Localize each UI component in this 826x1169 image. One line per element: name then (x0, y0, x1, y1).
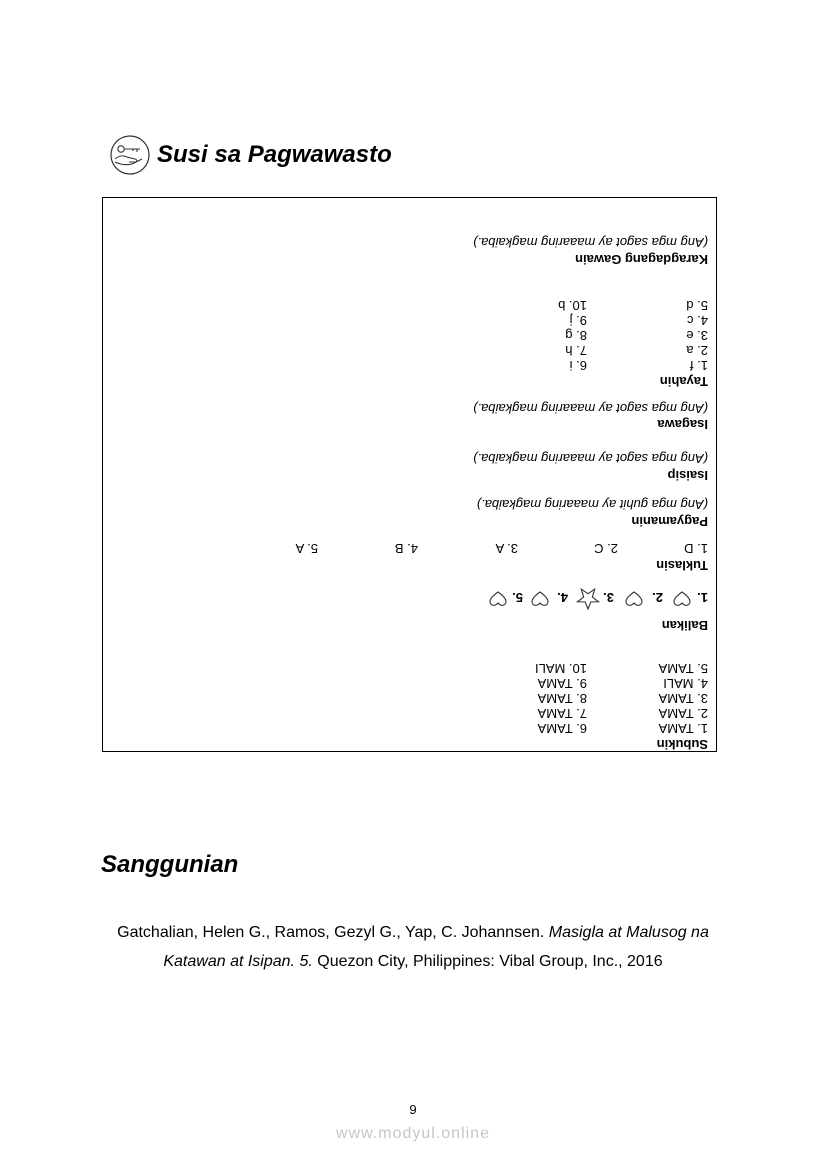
citation-publisher: Quezon City, Philippines: Vibal Group, Inc., 2016 (312, 953, 663, 970)
balikan-heading: Balikan (661, 618, 708, 633)
pagyamanin-heading: Pagyamanin (631, 514, 708, 529)
karagdagang-gawain-heading: Karagdagang Gawain (575, 252, 708, 267)
subukin-item: 10. MALI (534, 661, 587, 676)
tuklasin-item: 2. C (594, 541, 618, 556)
pagyamanin-note: (Ang mga guhit ay maaaring magkaiba.) (476, 497, 708, 512)
tayahin-item: 4. c (687, 313, 708, 328)
tayahin-item: 10. b (558, 298, 587, 313)
isagawa-heading: Isagawa (657, 417, 708, 432)
balikan-num: 5. (512, 590, 523, 605)
heart-icon (672, 589, 692, 609)
subukin-item: 7. TAMA (537, 706, 587, 721)
balikan-num: 1. (697, 590, 708, 605)
tayahin-item: 2. a (686, 343, 708, 358)
subukin-item: 8. TAMA (537, 691, 587, 706)
balikan-num: 2. (652, 590, 663, 605)
watermark: www.modyul.online (336, 1125, 490, 1142)
subukin-item: 9. TAMA (537, 676, 587, 691)
subukin-item: 1. TAMA (658, 721, 708, 736)
tayahin-item: 5. d (686, 298, 708, 313)
isaisip-heading: Isaisip (667, 468, 708, 483)
answer-key-box (102, 197, 717, 752)
heart-icon (488, 589, 508, 609)
subukin-item: 2. TAMA (658, 706, 708, 721)
tayahin-heading: Tayahin (659, 374, 708, 389)
isaisip-note: (Ang mga sagot ay maaaring magkaiba.) (473, 451, 708, 466)
tayahin-item: 7. h (565, 343, 587, 358)
tuklasin-item: 1. D (684, 541, 708, 556)
references-title: Sanggunian (101, 851, 239, 878)
citation-book-title: Masigla at Malusog na Katawan at Isipan. 5. (163, 924, 709, 970)
tuklasin-item: 3. A (495, 541, 518, 556)
tuklasin-heading: Tuklasin (656, 558, 708, 573)
balikan-num: 3. (603, 590, 614, 605)
heart-icon (530, 589, 550, 609)
subukin-item: 3. TAMA (658, 691, 708, 706)
karagdagang-gawain-note: (Ang mga sagot ay maaaring magkaiba.) (473, 235, 708, 250)
tayahin-item: 1. f (689, 358, 708, 373)
balikan-num: 4. (557, 590, 568, 605)
subukin-heading: Subukin (656, 737, 708, 752)
tayahin-item: 9. j (569, 313, 587, 328)
heart-icon (624, 589, 644, 609)
reference-citation (90, 918, 736, 976)
citation-authors: Gatchalian, Helen G., Ramos, Gezyl G., Yap, C. Johannsen. (117, 924, 549, 941)
subukin-item: 6. TAMA (537, 721, 587, 736)
subukin-item: 5. TAMA (658, 661, 708, 676)
hand-with-key-icon (109, 135, 151, 175)
tayahin-item: 6. i (569, 358, 587, 373)
isagawa-note: (Ang mga sagot ay maaaring magkaiba.) (473, 401, 708, 416)
tuklasin-item: 5. A (295, 541, 318, 556)
star-icon (576, 588, 600, 610)
subukin-item: 4. MALI (663, 676, 708, 691)
tayahin-item: 8. g (565, 328, 587, 343)
page-number: 9 (409, 1102, 417, 1117)
tayahin-item: 3. e (686, 328, 708, 343)
page-title: Susi sa Pagwawasto (157, 141, 392, 168)
tuklasin-item: 4. B (394, 541, 418, 556)
